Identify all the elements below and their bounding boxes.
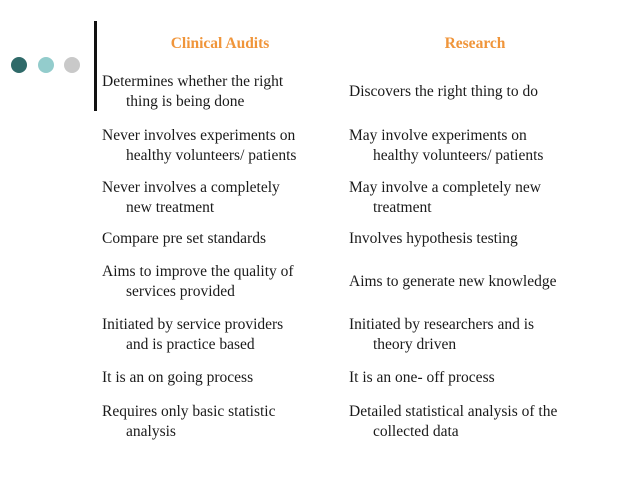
row-8-research: Detailed statistical analysis of the collected data <box>349 403 558 440</box>
gray-dot-icon <box>64 57 80 73</box>
row-2-clinical-audits: Never involves experiments on healthy volunteers/ patients <box>102 127 297 164</box>
row-5-research: Aims to generate new knowledge <box>349 273 557 290</box>
header-research: Research <box>444 35 506 52</box>
row-6-research: Initiated by researchers and is theory driven <box>349 316 535 353</box>
row-3-clinical-audits: Never involves a completely new treatment <box>102 179 280 216</box>
row-4-research: Involves hypothesis testing <box>349 230 518 247</box>
row-1-research: Discovers the right thing to do <box>349 83 538 100</box>
vertical-divider <box>94 21 97 111</box>
header-clinical-audits: Clinical Audits <box>170 35 270 52</box>
dark-teal-dot-icon <box>11 57 27 73</box>
row-1-clinical-audits: Determines whether the right thing is being done <box>102 73 284 110</box>
row-5-clinical-audits: Aims to improve the quality of services provided <box>102 263 294 300</box>
row-2-research: May involve experiments on healthy volunteers/ patients <box>349 127 544 164</box>
row-8-clinical-audits: Requires only basic statistic analysis <box>102 403 276 440</box>
row-3-research: May involve a completely new treatment <box>349 179 541 216</box>
row-6-clinical-audits: Initiated by service providers and is practice based <box>102 316 284 353</box>
light-teal-dot-icon <box>38 57 54 73</box>
row-7-research: It is an one- off process <box>349 369 495 386</box>
row-4-clinical-audits: Compare pre set standards <box>102 230 266 247</box>
row-7-clinical-audits: It is an on going process <box>102 369 254 386</box>
